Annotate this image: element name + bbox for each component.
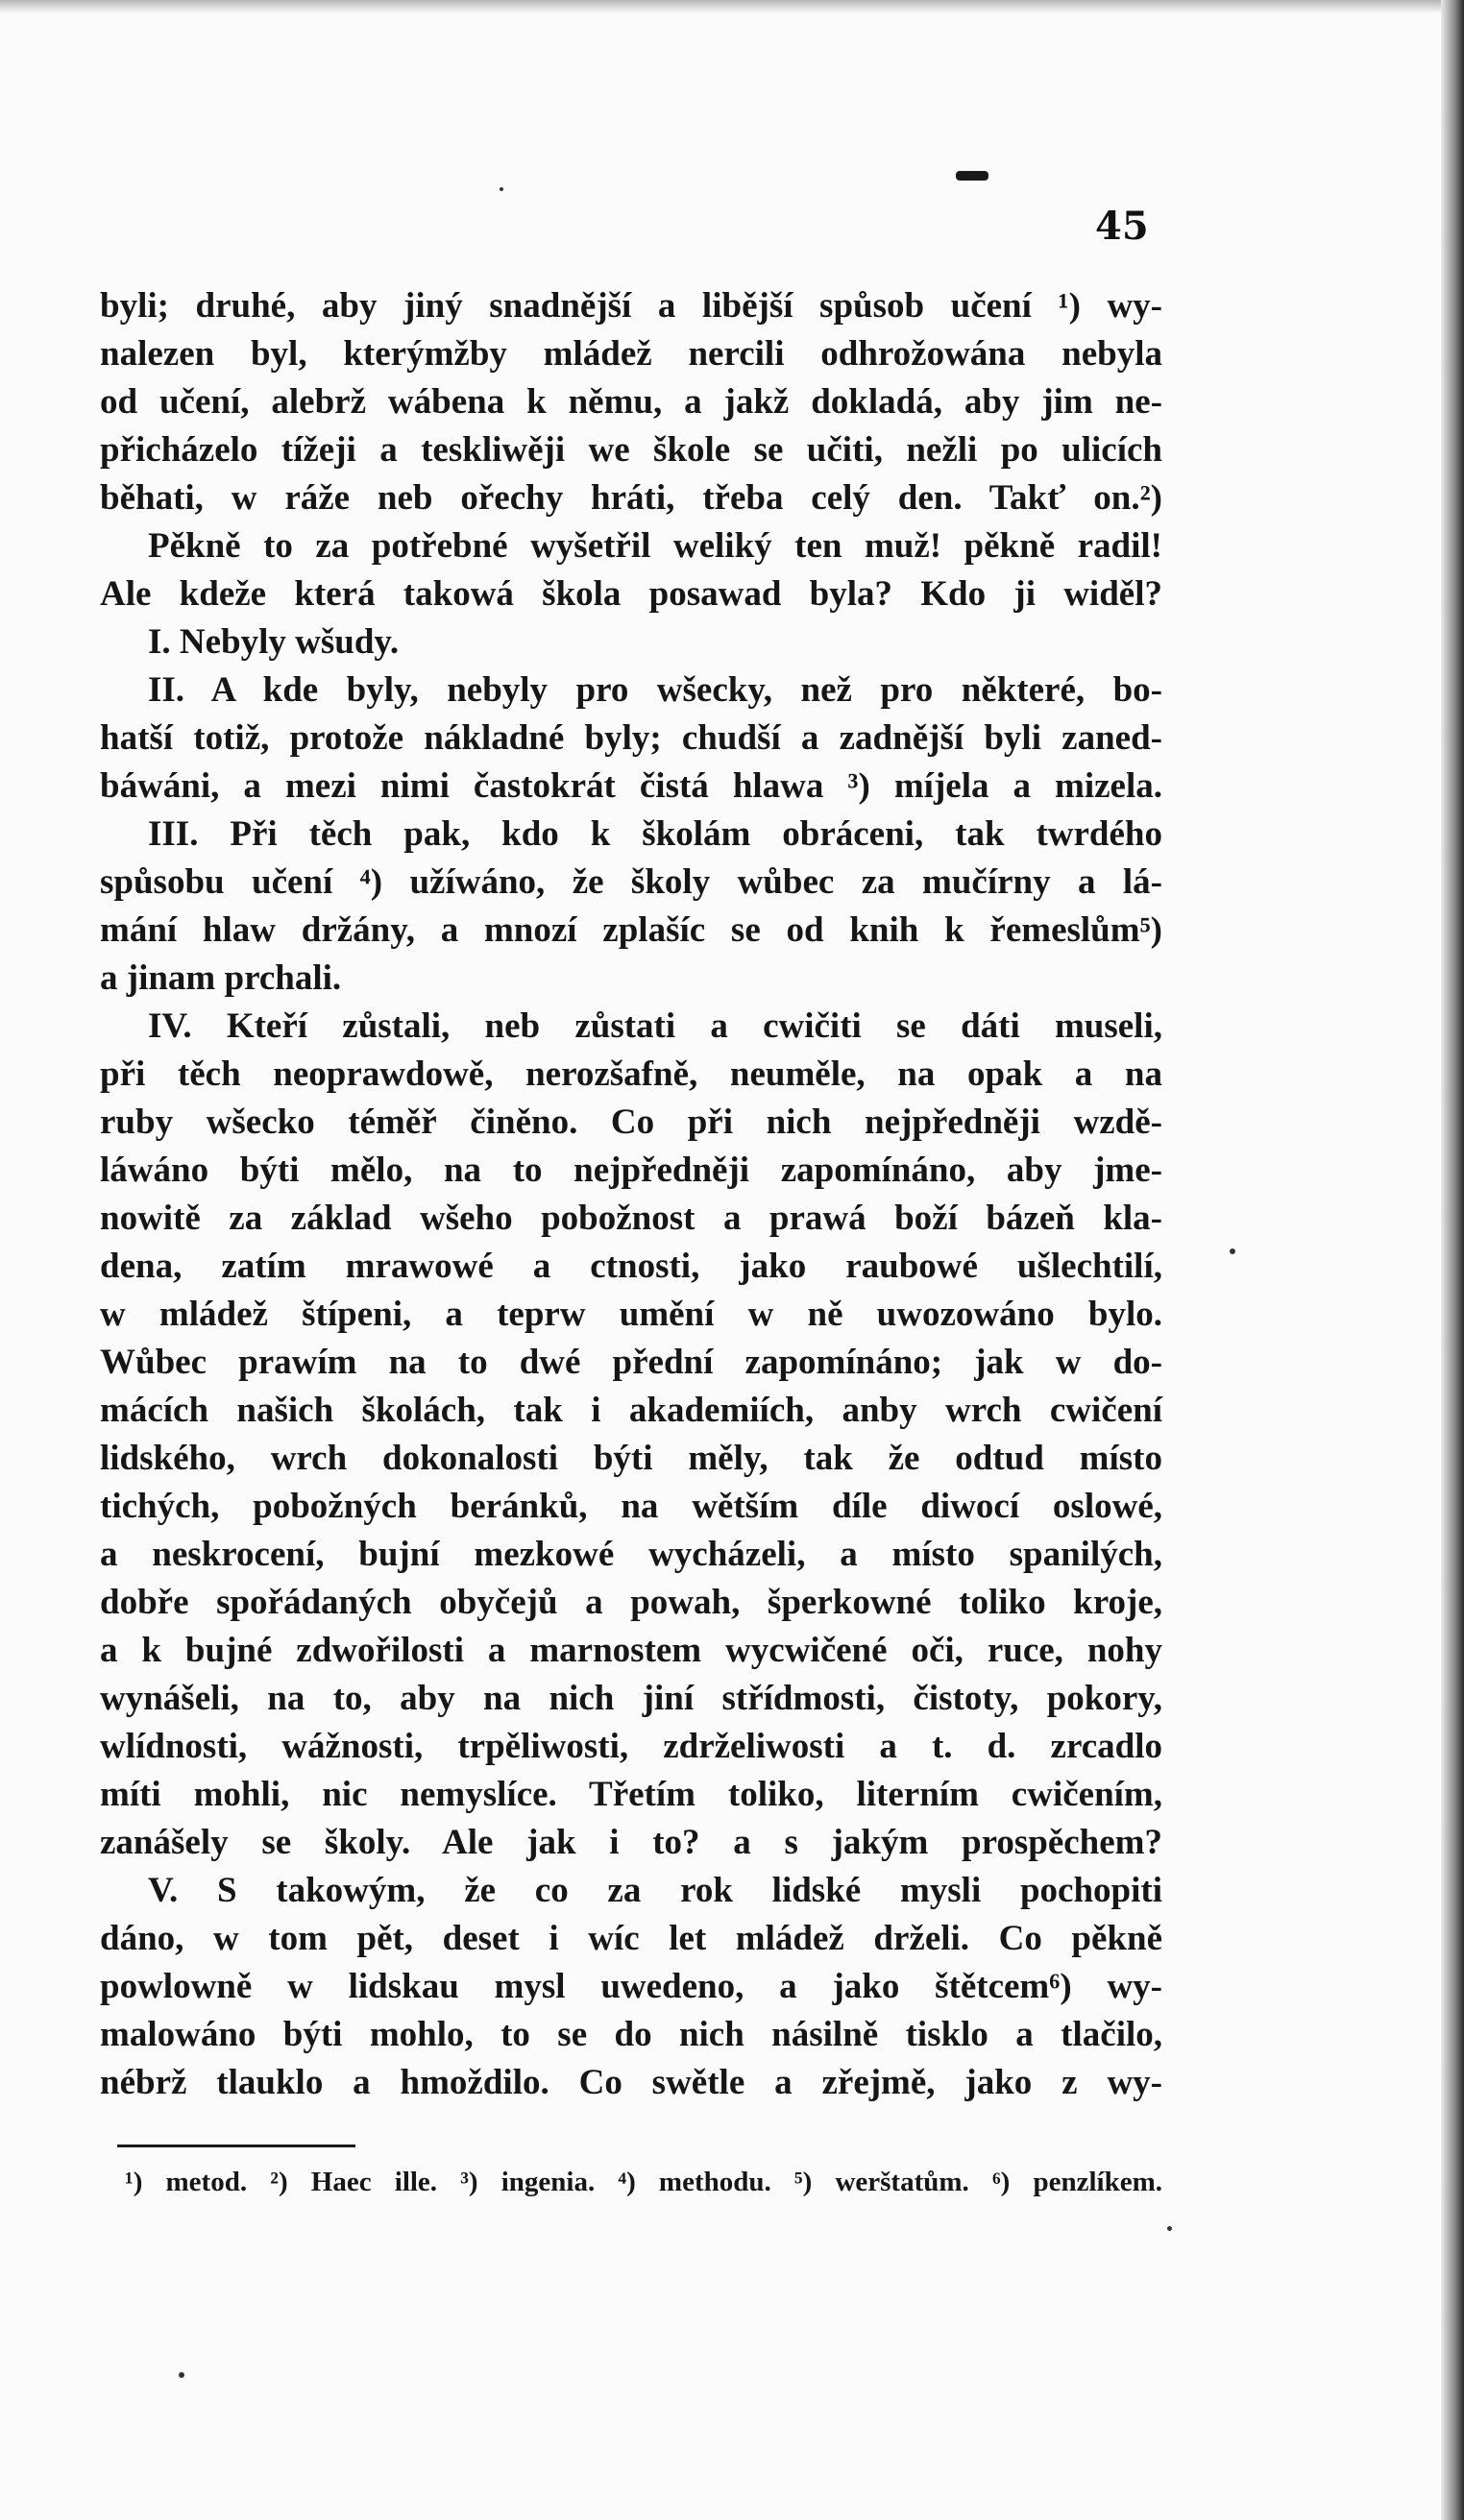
text-line: malowáno býti mohlo, to se do nich násilně tisklo a tlačilo, bbox=[100, 2015, 1162, 2054]
text-line: powlowně w lidskau mysl uwedeno, a jako štětcem⁶) wy- bbox=[100, 1967, 1162, 2006]
text-line: dáno, w tom pět, deset i wíc let mládež drželi. Co pěkně bbox=[100, 1919, 1162, 1958]
text-line: IV. Kteří zůstali, neb zůstati a cwičiti se dáti museli, bbox=[148, 1006, 1162, 1046]
text-line: nalezen byl, kterýmžby mládež nercili odhrožowána nebyla bbox=[100, 334, 1162, 374]
text-line: běhati, w ráže neb ořechy hráti, třeba celý den. Takť on.²) bbox=[100, 478, 1162, 518]
text-line: mácích našich školách, tak i akademiích, anby wrch cwičení bbox=[100, 1391, 1162, 1430]
text-line: byli; druhé, aby jiný snadnější a libější spůsob učení ¹) wy- bbox=[100, 286, 1162, 326]
text-line: ruby wšecko téměř činěno. Co při nich nejpředněji wzdě- bbox=[100, 1102, 1162, 1142]
page-top-edge bbox=[0, 0, 1464, 13]
text-line: a k bujné zdwořilosti a marnostem wycwičené oči, ruce, nohy bbox=[100, 1631, 1162, 1670]
text-line: Pěkně to za potřebné wyšetřil weliký ten muž! pěkně radil! bbox=[148, 526, 1162, 566]
text-line: láwáno býti mělo, na to nejpředněji zapomínáno, aby jme- bbox=[100, 1151, 1162, 1190]
page-number: 45 bbox=[1095, 204, 1149, 249]
ink-speck bbox=[1167, 2226, 1172, 2231]
text-line: dena, zatím mrawowé a ctnosti, jako raubowé ušlechtilí, bbox=[100, 1247, 1162, 1286]
text-line: nowitě za základ wšeho pobožnost a prawá boží bázeň kla- bbox=[100, 1199, 1162, 1238]
text-line: III. Při těch pak, kdo k školám obráceni, tak twrdého bbox=[148, 814, 1162, 854]
ink-mark bbox=[956, 171, 988, 181]
text-line: báwáni, a mezi nimi častokrát čistá hlawa ³) míjela a mizela. bbox=[100, 766, 1162, 806]
text-line: Wůbec prawím na to dwé přední zapomínáno; jak w do- bbox=[100, 1343, 1162, 1382]
text-line: přicházelo tížeji a teskliwěji we škole se učiti, nežli po ulicích bbox=[100, 430, 1162, 470]
text-line: mání hlaw držány, a mnozí zplašíc se od knih k řemeslům⁵) bbox=[100, 910, 1162, 950]
ink-speck bbox=[179, 2372, 184, 2378]
text-line: hatší totiž, protože nákladné byly; chudší a zadnější byli zaned- bbox=[100, 718, 1162, 758]
text-line: wynášeli, na to, aby na nich jiní střídmosti, čistoty, pokory, bbox=[100, 1679, 1162, 1718]
text-line: a neskrocení, bujní mezkowé wycházeli, a místo spanilých, bbox=[100, 1535, 1162, 1574]
text-line: tichých, pobožných beránků, na wětším díle diwocí oslowé, bbox=[100, 1487, 1162, 1526]
text-line: od učení, alebrž wábena k němu, a jakž dokladá, aby jim ne- bbox=[100, 382, 1162, 422]
text-line: II. A kde byly, nebyly pro wšecky, než pro některé, bo- bbox=[148, 670, 1162, 710]
text-line: I. Nebyly wšudy. bbox=[148, 622, 400, 662]
text-line: a jinam prchali. bbox=[100, 958, 342, 998]
text-line: spůsobu učení ⁴) užíwáno, že školy wůbec za mučírny a lá- bbox=[100, 862, 1162, 902]
text-line: wlídnosti, wážnosti, trpěliwosti, zdrželiwosti a t. d. zrcadlo bbox=[100, 1727, 1162, 1766]
footnotes: ¹) metod. ²) Haec ille. ³) ingenia. ⁴) methodu. ⁵) werštatům. ⁶) penzlíkem. bbox=[125, 2167, 1162, 2197]
text-line: míti mohli, nic nemyslíce. Třetím toliko, literním cwičením, bbox=[100, 1775, 1162, 1814]
text-line: nébrž tlauklo a hmoždilo. Co swětle a zřejmě, jako z wy- bbox=[100, 2063, 1162, 2102]
footnote-rule bbox=[117, 2144, 355, 2147]
text-line: dobře spořádaných obyčejů a powah, šperkowné toliko kroje, bbox=[100, 1583, 1162, 1622]
text-line: Ale kdežе která takowá škola posawad byla? Kdo ji widěl? bbox=[100, 574, 1162, 614]
text-line: w mládež štípeni, a teprw umění w ně uwozowáno bylo. bbox=[100, 1295, 1162, 1334]
text-line: lidského, wrch dokonalosti býti měly, tak že odtud místo bbox=[100, 1439, 1162, 1478]
ink-speck bbox=[1230, 1248, 1235, 1254]
text-line: V. S takowým, že co za rok lidské mysli pochopiti bbox=[148, 1871, 1162, 1910]
page-right-edge bbox=[1441, 0, 1464, 2520]
body-text bbox=[100, 282, 1162, 2107]
ink-speck bbox=[500, 187, 503, 191]
text-line: zanášely se školy. Ale jak i to? a s jakým prospěchem? bbox=[100, 1823, 1162, 1862]
text-line: při těch neoprawdowě, nerozšafně, neuměle, na opak a na bbox=[100, 1054, 1162, 1094]
